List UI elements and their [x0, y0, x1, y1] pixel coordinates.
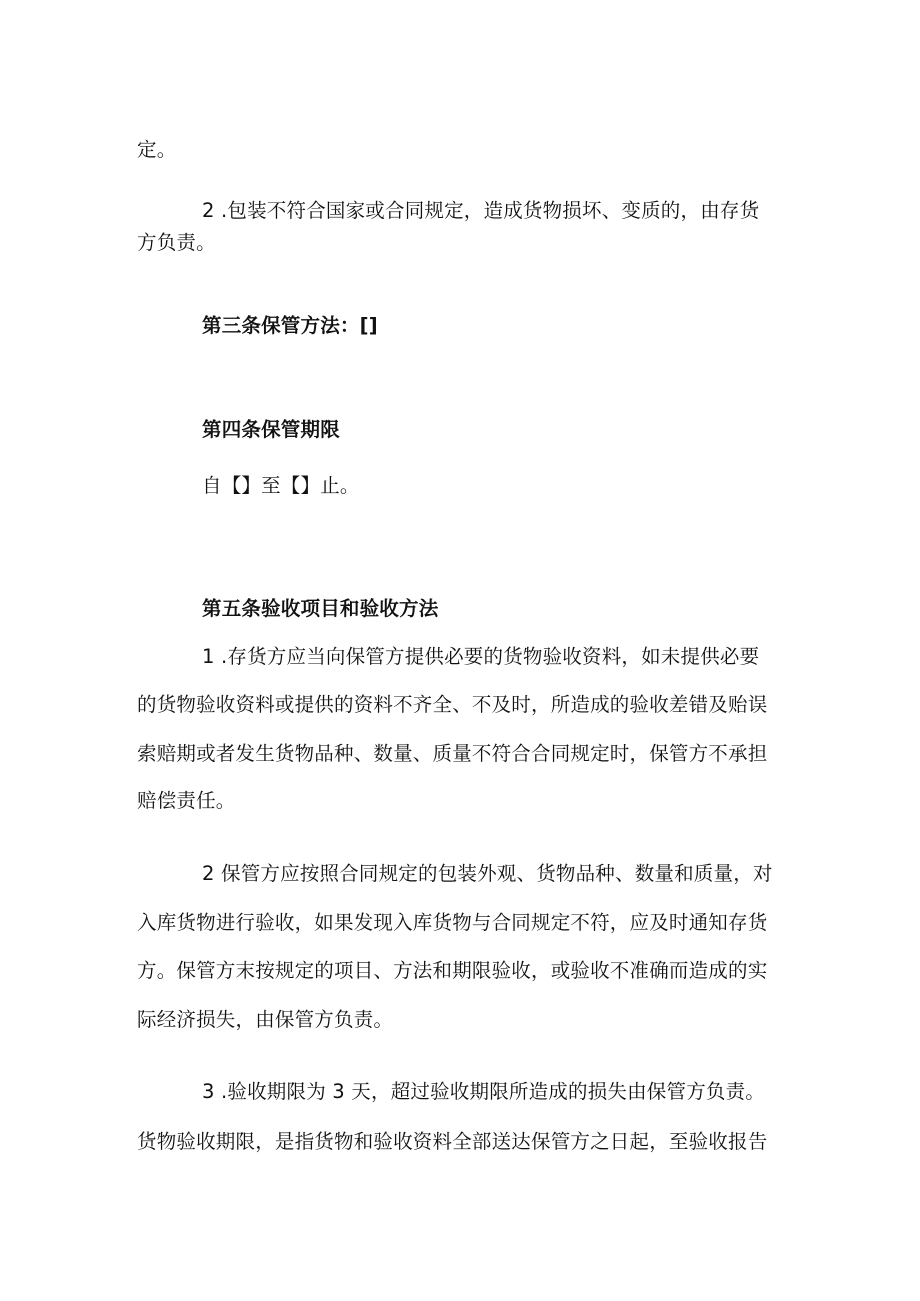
article-5-item-3-line-1: 3 .验收期限为 3 天，超过验收期限所造成的损失由保管方负责。	[202, 1080, 766, 1103]
article-5-item-2-line-1: 2 保管方应按照合同规定的包装外观、货物品种、数量和质量，对	[202, 862, 773, 885]
article-4-heading: 第四条保管期限	[202, 418, 340, 441]
article-5-item-3-line-2: 货物验收期限，是指货物和验收资料全部送达保管方之日起，至验收报告	[137, 1130, 768, 1153]
article-5-item-2-line-2: 入库货物进行验收，如果发现入库货物与合同规定不符，应及时通知存货	[137, 911, 768, 934]
article-5-item-2-line-4: 际经济损失，由保管方负责。	[137, 1008, 394, 1031]
article-5-item-1-line-2: 的货物验收资料或提供的资料不齐全、不及时，所造成的验收差错及贻误	[137, 693, 768, 716]
article-5-heading: 第五条验收项目和验收方法	[202, 597, 439, 620]
article-5-item-1-line-1: 1 .存货方应当向保管方提供必要的货物验收资料，如未提供必要	[202, 645, 760, 668]
clause-2-line-1: 2 .包装不符合国家或合同规定，造成货物损坏、变质的，由存货	[202, 199, 760, 222]
article-5-item-2-line-3: 方。保管方末按规定的项目、方法和期限验收，或验收不准确而造成的实	[137, 959, 768, 982]
paragraph-line-continuation: 定。	[137, 138, 177, 161]
clause-2-line-2: 方负责。	[137, 231, 216, 254]
storage-period-text: 自【】至【】止。	[202, 474, 360, 497]
article-5-item-1-line-4: 赔偿责任。	[137, 789, 236, 812]
article-5-item-1-line-3: 索赔期或者发生货物品种、数量、质量不符合合同规定时，保管方不承担	[137, 742, 768, 765]
article-3-heading: 第三条保管方法：[]	[202, 314, 378, 337]
